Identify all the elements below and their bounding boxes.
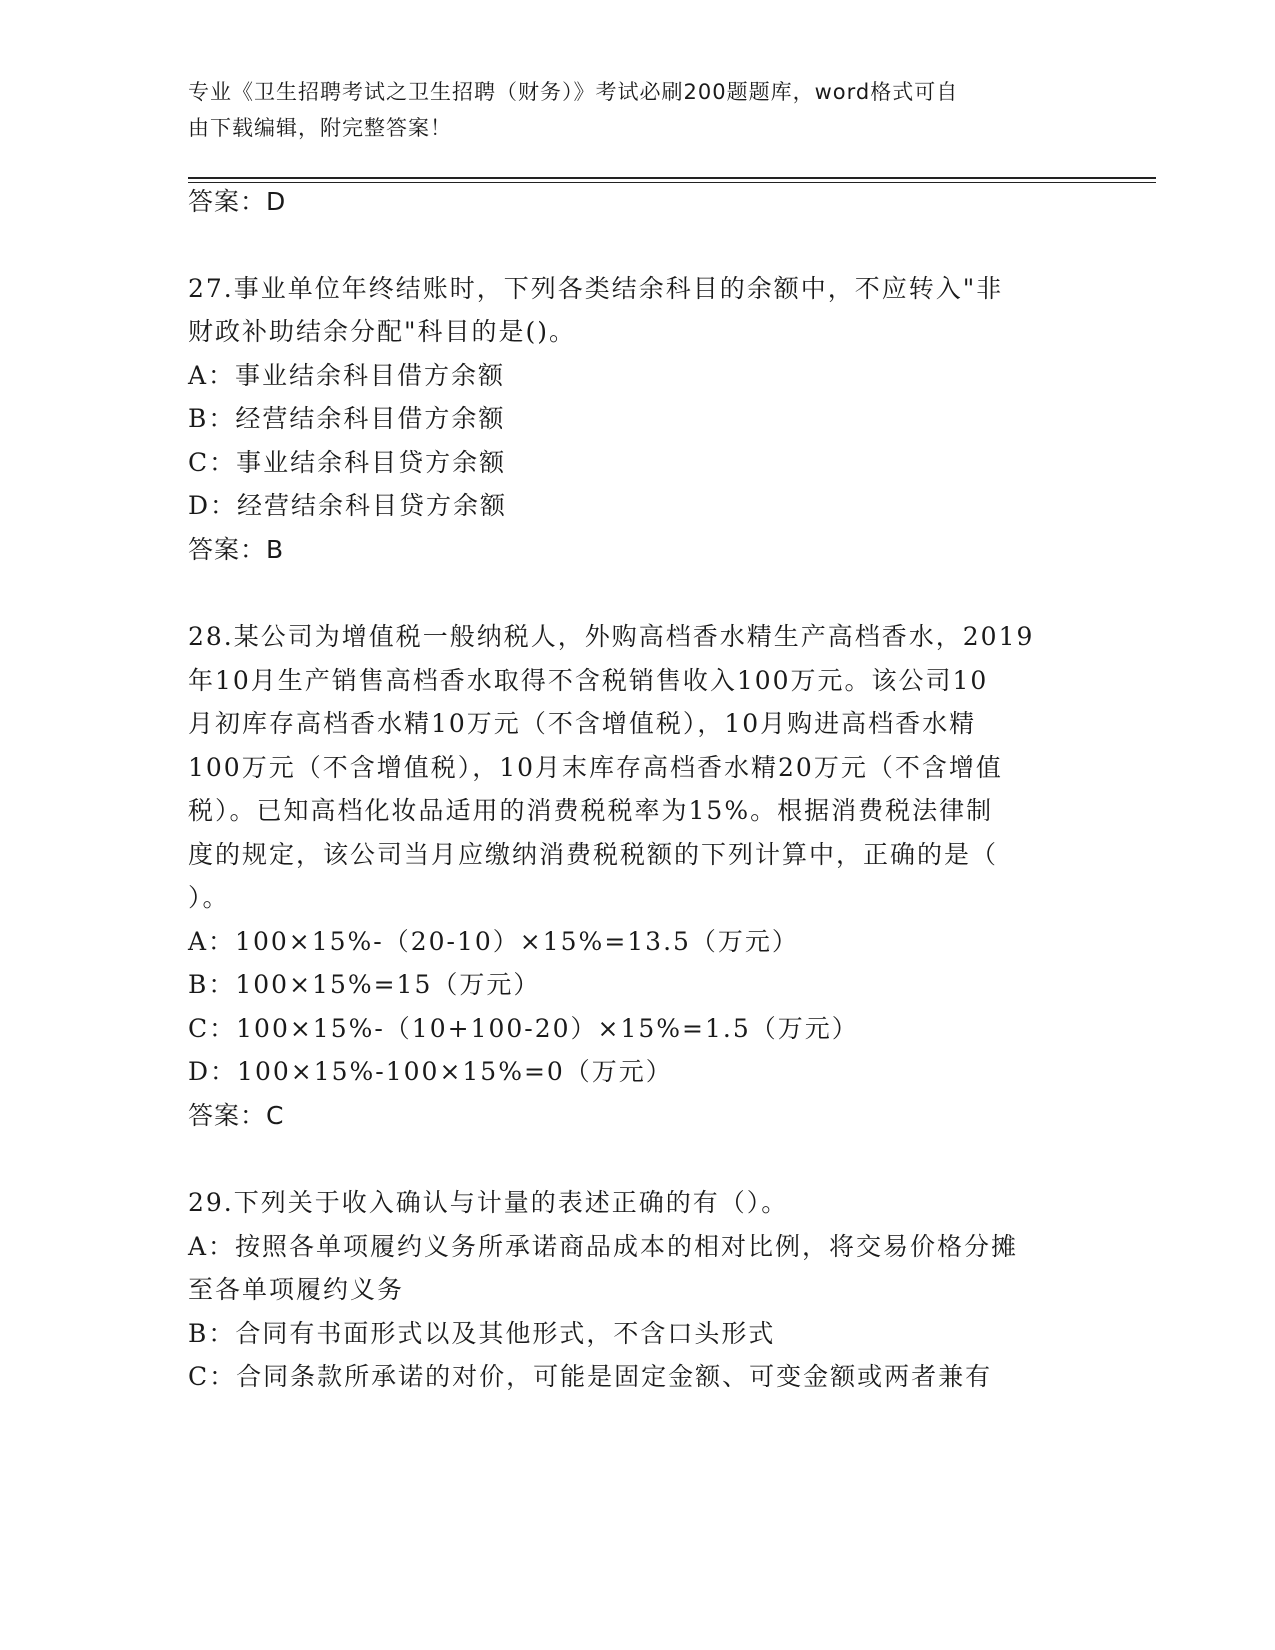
q29-option-a-line-2: 至各单项履约义务	[188, 1275, 405, 1304]
q28-stem-line-5: 税）。已知高档化妆品适用的消费税税率为15%。根据消费税法律制	[188, 796, 994, 825]
q28-answer: 答案：C	[188, 1101, 285, 1130]
q29-option-b: B：合同有书面形式以及其他形式，不含口头形式	[188, 1319, 776, 1348]
q28-stem-line-2: 年10月生产销售高档香水取得不含税销售收入100万元。该公司10	[188, 666, 989, 695]
q27-option-d: D：经营结余科目贷方余额	[188, 491, 508, 520]
q29-option-c: C：合同条款所承诺的对价，可能是固定金额、可变金额或两者兼有	[188, 1362, 993, 1391]
header-line-1: 专业《卫生招聘考试之卫生招聘（财务）》考试必刷200题题库，word格式可自	[188, 80, 959, 104]
q27-stem-line-2: 财政补助结余分配"科目的是()。	[188, 317, 577, 346]
q27-option-c: C：事业结余科目贷方余额	[188, 448, 507, 477]
q27-option-b: B：经营结余科目借方余额	[188, 404, 506, 433]
header-line-2: 由下载编辑，附完整答案！	[188, 116, 452, 140]
document-header	[188, 74, 1088, 146]
q28-stem-line-4: 100万元（不含增值税），10月末库存高档香水精20万元（不含增值	[188, 753, 1003, 782]
q28-stem-line-1: 28.某公司为增值税一般纳税人，外购高档香水精生产高档香水，2019	[188, 622, 1035, 651]
q28-stem-line-6: 度的规定，该公司当月应缴纳消费税税额的下列计算中，正确的是（	[188, 840, 999, 869]
q27-answer: 答案：B	[188, 535, 285, 564]
header-divider-thin	[188, 182, 1156, 183]
answer-26: 答案：D	[188, 187, 287, 216]
q29-option-a-line-1: A：按照各单项履约义务所承诺商品成本的相对比例，将交易价格分摊	[188, 1232, 1019, 1261]
q27-stem-line-1: 27.事业单位年终结账时，下列各类结余科目的余额中，不应转入"非	[188, 274, 1004, 303]
q28-option-b: B：100×15%=15（万元）	[188, 970, 541, 999]
q29-stem-line-1: 29.下列关于收入确认与计量的表述正确的有（）。	[188, 1188, 789, 1217]
q28-stem-line-7: ）。	[188, 883, 230, 912]
header-divider-thick	[188, 177, 1156, 179]
q27-option-a: A：事业结余科目借方余额	[188, 361, 506, 390]
q28-option-a: A：100×15%-（20-10）×15%=13.5（万元）	[188, 927, 799, 956]
q28-stem-line-3: 月初库存高档香水精10万元（不含增值税），10月购进高档香水精	[188, 709, 977, 738]
q28-option-c: C：100×15%-（10+100-20）×15%=1.5（万元）	[188, 1014, 859, 1043]
q28-option-d: D：100×15%-100×15%=0（万元）	[188, 1057, 673, 1086]
